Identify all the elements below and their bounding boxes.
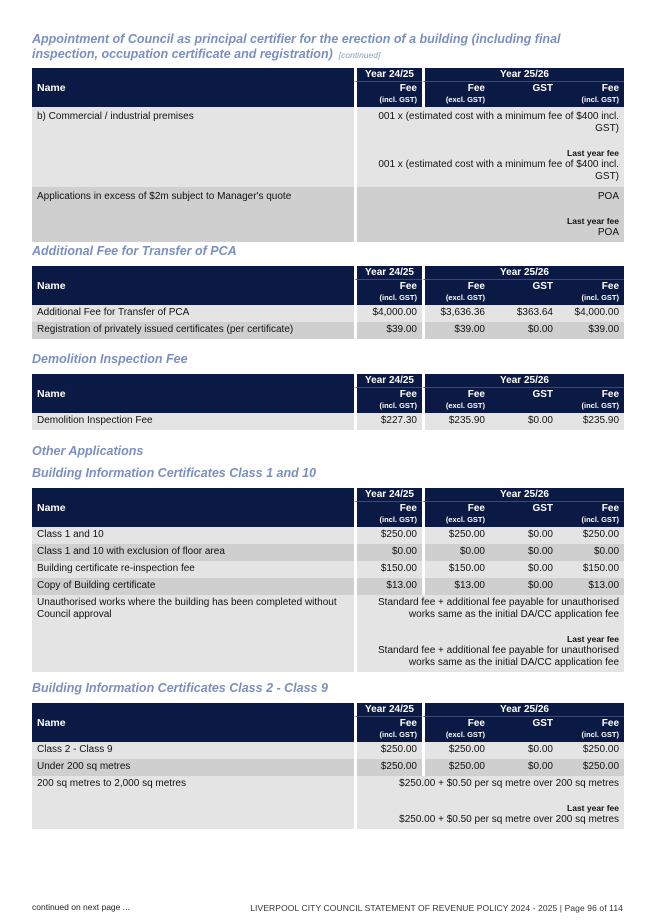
row-fee-text: $250.00 + $0.50 per sq metre over 200 sq metres Last year fee $250.00 + $0.50 per sq metre over 200 sq metres	[354, 776, 624, 829]
section-heading-other-applications	[32, 444, 622, 459]
row-fee-excl: $250.00	[422, 759, 490, 776]
row-name: Class 2 - Class 9	[32, 742, 354, 759]
section-title: Additional Fee for Transfer of PCA	[32, 244, 237, 258]
table-row	[32, 578, 624, 595]
last-year-fee-text: Standard fee + additional fee payable for unauthorised works same as the initial DA/CC application fee	[378, 645, 620, 668]
row-fee-excl: $235.90	[422, 413, 490, 430]
header-incl-gst: (incl. GST)	[354, 729, 422, 742]
header-year-curr: Year 25/26	[422, 488, 624, 502]
row-fee-incl: $13.00	[558, 578, 624, 595]
table-row	[32, 107, 624, 187]
row-name: Demolition Inspection Fee	[32, 413, 354, 430]
row-prev-fee: $13.00	[354, 578, 422, 595]
last-year-fee-label: Last year fee	[567, 148, 620, 158]
row-fee-incl: $0.00	[558, 544, 624, 561]
row-name: Class 1 and 10	[32, 527, 354, 544]
header-year-curr: Year 25/26	[422, 374, 624, 388]
header-year-curr: Year 25/26	[422, 703, 624, 717]
section-heading-demolition	[32, 352, 622, 367]
header-excl-gst: (excl. GST)	[422, 729, 490, 742]
fee-table-bic-class-1-10	[32, 488, 624, 672]
row-fee-excl: $0.00	[422, 544, 490, 561]
header-year-prev: Year 24/25	[354, 488, 422, 502]
section-title: Building Information Certificates Class 2 - Class 9	[32, 681, 328, 695]
fee-table-transfer-pca	[32, 266, 624, 339]
last-year-fee-text: $250.00 + $0.50 per sq metre over 200 sq metres	[399, 814, 620, 825]
header-incl-gst: (incl. GST)	[558, 514, 624, 527]
row-gst: $0.00	[490, 759, 558, 776]
row-fee-excl: $150.00	[422, 561, 490, 578]
table-row	[32, 322, 624, 339]
row-fee-incl: $235.90	[558, 413, 624, 430]
row-fee-text: POA Last year fee POA	[354, 187, 624, 242]
header-fee: Fee	[422, 388, 490, 400]
section-heading-transfer-pca	[32, 244, 622, 259]
row-prev-fee: $250.00	[354, 742, 422, 759]
header-year-prev: Year 24/25	[354, 266, 422, 280]
header-gst: GST	[490, 280, 558, 292]
last-year-fee-label: Last year fee	[567, 803, 620, 813]
row-name: Copy of Building certificate	[32, 578, 354, 595]
header-excl-gst: (excl. GST)	[422, 514, 490, 527]
last-year-fee-label: Last year fee	[567, 634, 620, 644]
row-prev-fee: $250.00	[354, 527, 422, 544]
header-fee: Fee	[422, 280, 490, 292]
header-year-prev: Year 24/25	[354, 703, 422, 717]
last-year-fee-text: 001 x (estimated cost with a minimum fee of $400 incl. GST)	[378, 159, 620, 182]
header-name: Name	[32, 703, 354, 742]
header-name: Name	[32, 266, 354, 305]
header-gst: GST	[490, 82, 558, 94]
row-prev-fee: $250.00	[354, 759, 422, 776]
section-title: Appointment of Council as principal certifier for the erection of a building (including final inspection, occupation certificate and registration)	[32, 32, 561, 61]
header-incl-gst: (incl. GST)	[558, 292, 624, 305]
header-excl-gst: (excl. GST)	[422, 400, 490, 413]
row-name: 200 sq metres to 2,000 sq metres	[32, 776, 354, 829]
page-footer: LIVERPOOL CITY COUNCIL STATEMENT OF REVENUE POLICY 2024 - 2025 | Page 96 of 114	[250, 903, 623, 913]
header-incl-gst: (incl. GST)	[558, 400, 624, 413]
table-row	[32, 527, 624, 544]
header-fee: Fee	[422, 82, 490, 94]
row-prev-fee: $150.00	[354, 561, 422, 578]
row-prev-fee: $4,000.00	[354, 305, 422, 322]
row-name: Registration of privately issued certificates (per certificate)	[32, 322, 354, 339]
section-title: Building Information Certificates Class 1 and 10	[32, 466, 317, 480]
row-prev-fee: $0.00	[354, 544, 422, 561]
row-gst: $0.00	[490, 578, 558, 595]
header-fee: Fee	[558, 82, 624, 94]
row-prev-fee: $227.30	[354, 413, 422, 430]
row-fee-incl: $250.00	[558, 759, 624, 776]
row-name: Unauthorised works where the building has been completed without Council approval	[32, 595, 354, 672]
header-year-curr: Year 25/26	[422, 266, 624, 280]
header-year-prev: Year 24/25	[354, 374, 422, 388]
table-row	[32, 187, 624, 242]
row-name: Class 1 and 10 with exclusion of floor area	[32, 544, 354, 561]
header-fee: Fee	[354, 280, 422, 292]
header-gst: GST	[490, 717, 558, 729]
last-year-fee-label: Last year fee	[567, 216, 620, 226]
header-gst: GST	[490, 388, 558, 400]
header-excl-gst: (excl. GST)	[422, 94, 490, 107]
row-gst: $0.00	[490, 413, 558, 430]
table-row	[32, 759, 624, 776]
row-name: Under 200 sq metres	[32, 759, 354, 776]
row-fee-text: 001 x (estimated cost with a minimum fee of $400 incl. GST) Last year fee 001 x (estimated cost with a minimum fee of $400 incl. GST)	[354, 107, 624, 187]
header-fee: Fee	[354, 502, 422, 514]
section-title: Other Applications	[32, 444, 144, 458]
row-name: Applications in excess of $2m subject to Manager's quote	[32, 187, 354, 242]
row-fee-incl: $39.00	[558, 322, 624, 339]
table-row	[32, 305, 624, 322]
header-fee: Fee	[558, 280, 624, 292]
header-name: Name	[32, 374, 354, 413]
header-incl-gst: (incl. GST)	[354, 514, 422, 527]
header-fee: Fee	[354, 388, 422, 400]
row-gst: $0.00	[490, 544, 558, 561]
header-incl-gst: (incl. GST)	[354, 94, 422, 107]
header-fee: Fee	[558, 388, 624, 400]
row-gst: $363.64	[490, 305, 558, 322]
fee-table-pc-appointment	[32, 68, 624, 242]
row-name: Additional Fee for Transfer of PCA	[32, 305, 354, 322]
row-gst: $0.00	[490, 561, 558, 578]
row-gst: $0.00	[490, 322, 558, 339]
row-fee-incl: $150.00	[558, 561, 624, 578]
table-row	[32, 595, 624, 672]
row-fee-incl: $250.00	[558, 527, 624, 544]
header-fee: Fee	[558, 502, 624, 514]
row-gst: $0.00	[490, 742, 558, 759]
row-gst: $0.00	[490, 527, 558, 544]
header-name: Name	[32, 488, 354, 527]
row-fee-text: Standard fee + additional fee payable for unauthorised works same as the initial DA/CC application fee Last year fee Standard fee + additional fee payable for unauthorised works same as the initial DA/CC application fee	[354, 595, 624, 672]
header-fee: Fee	[422, 717, 490, 729]
table-row	[32, 561, 624, 578]
fee-table-bic-class-2-9	[32, 703, 624, 829]
row-fee-excl: $250.00	[422, 527, 490, 544]
row-fee-excl: $250.00	[422, 742, 490, 759]
section-heading-pc-appointment	[32, 32, 622, 63]
header-year-prev: Year 24/25	[354, 68, 422, 82]
row-prev-fee: $39.00	[354, 322, 422, 339]
section-title: Demolition Inspection Fee	[32, 352, 188, 366]
header-incl-gst: (incl. GST)	[558, 729, 624, 742]
row-fee-incl: $250.00	[558, 742, 624, 759]
header-incl-gst: (incl. GST)	[354, 400, 422, 413]
header-fee: Fee	[422, 502, 490, 514]
header-fee: Fee	[354, 82, 422, 94]
header-incl-gst: (incl. GST)	[354, 292, 422, 305]
header-name: Name	[32, 68, 354, 107]
header-gst: GST	[490, 502, 558, 514]
continued-note: [continued]	[338, 50, 381, 60]
section-heading-bic-class-1-10	[32, 466, 622, 481]
row-name: b) Commercial / industrial premises	[32, 107, 354, 187]
header-fee: Fee	[354, 717, 422, 729]
header-excl-gst: (excl. GST)	[422, 292, 490, 305]
section-heading-bic-class-2-9	[32, 681, 622, 696]
row-name: Building certificate re-inspection fee	[32, 561, 354, 578]
table-row	[32, 544, 624, 561]
row-fee-incl: $4,000.00	[558, 305, 624, 322]
row-fee-excl: $13.00	[422, 578, 490, 595]
header-fee: Fee	[558, 717, 624, 729]
header-year-curr: Year 25/26	[422, 68, 624, 82]
table-row	[32, 413, 624, 430]
row-fee-excl: $39.00	[422, 322, 490, 339]
last-year-fee-text: POA	[597, 227, 620, 238]
fee-table-demolition	[32, 374, 624, 430]
table-row	[32, 776, 624, 829]
row-fee-excl: $3,636.36	[422, 305, 490, 322]
header-incl-gst: (incl. GST)	[558, 94, 624, 107]
continued-footer: continued on next page ...	[32, 902, 130, 912]
table-row	[32, 742, 624, 759]
